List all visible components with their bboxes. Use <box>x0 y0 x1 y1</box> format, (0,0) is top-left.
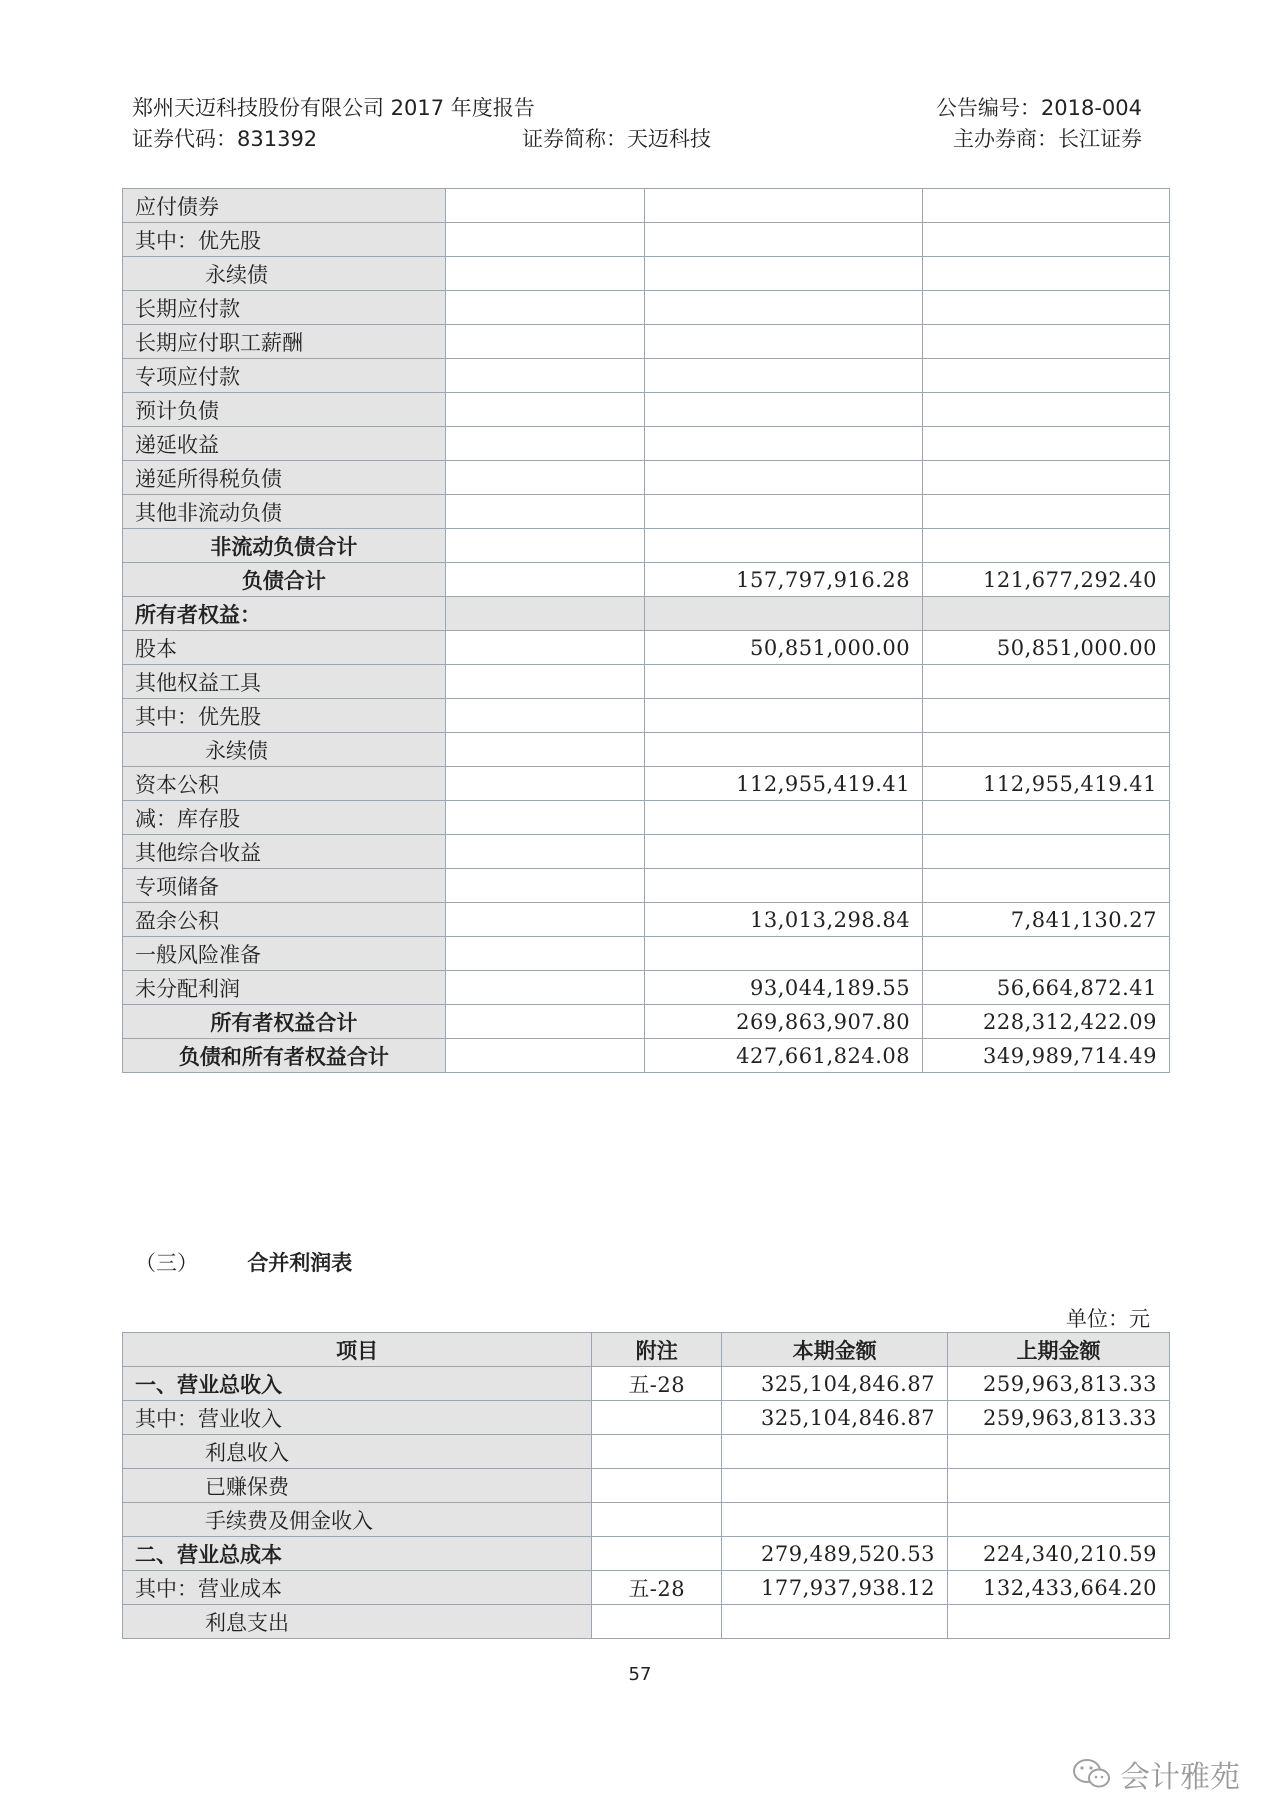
page-number: 57 <box>628 1664 652 1685</box>
note-cell <box>592 1503 722 1537</box>
previous-amount <box>923 937 1170 971</box>
row-label: 永续债 <box>123 257 446 291</box>
note-cell: 五-28 <box>592 1367 722 1401</box>
balance-row <box>123 1005 1170 1039</box>
income-row <box>123 1571 1170 1605</box>
balance-row <box>123 631 1170 665</box>
row-label: 利息收入 <box>123 1435 592 1469</box>
current-amount: 50,851,000.00 <box>645 631 923 665</box>
balance-row <box>123 257 1170 291</box>
current-amount <box>722 1469 948 1503</box>
note-cell <box>445 869 645 903</box>
income-row <box>123 1469 1170 1503</box>
note-cell <box>592 1605 722 1639</box>
balance-row <box>123 733 1170 767</box>
section-heading <box>135 1247 352 1277</box>
current-amount <box>722 1503 948 1537</box>
col-previous: 上期金额 <box>948 1333 1170 1367</box>
previous-amount: 228,312,422.09 <box>923 1005 1170 1039</box>
note-cell <box>445 699 645 733</box>
income-header-row <box>123 1333 1170 1367</box>
balance-row <box>123 563 1170 597</box>
current-amount: 269,863,907.80 <box>645 1005 923 1039</box>
sponsor-broker: 主办券商：长江证券 <box>953 127 1142 151</box>
previous-amount <box>923 325 1170 359</box>
previous-amount <box>923 291 1170 325</box>
note-cell <box>445 1039 645 1073</box>
security-short-name: 证券简称：天迈科技 <box>522 127 711 151</box>
security-code: 证券代码：831392 <box>132 127 318 151</box>
report-title: 郑州天迈科技股份有限公司 2017 年度报告 <box>132 96 535 120</box>
previous-amount <box>923 529 1170 563</box>
note-cell <box>445 597 645 631</box>
previous-amount: 50,851,000.00 <box>923 631 1170 665</box>
row-label: 其中：营业收入 <box>123 1401 592 1435</box>
note-cell <box>592 1537 722 1571</box>
current-amount: 325,104,846.87 <box>722 1367 948 1401</box>
note-cell <box>592 1435 722 1469</box>
current-amount <box>645 869 923 903</box>
watermark-text: 会计雅苑 <box>1120 1760 1240 1795</box>
row-label: 专项应付款 <box>123 359 446 393</box>
watermark <box>1072 1752 1240 1796</box>
note-cell <box>445 563 645 597</box>
previous-amount <box>948 1605 1170 1639</box>
row-label: 其中：优先股 <box>123 699 446 733</box>
previous-amount <box>923 597 1170 631</box>
balance-row <box>123 801 1170 835</box>
current-amount <box>645 427 923 461</box>
row-label: 递延收益 <box>123 427 446 461</box>
current-amount <box>645 835 923 869</box>
note-cell <box>592 1401 722 1435</box>
col-current: 本期金额 <box>722 1333 948 1367</box>
current-amount <box>645 597 923 631</box>
note-cell <box>445 393 645 427</box>
note-cell <box>445 359 645 393</box>
wechat-icon <box>1072 1757 1112 1791</box>
current-amount <box>645 291 923 325</box>
income-row <box>123 1435 1170 1469</box>
previous-amount <box>923 495 1170 529</box>
previous-amount <box>923 393 1170 427</box>
note-cell: 五-28 <box>592 1571 722 1605</box>
previous-amount <box>923 189 1170 223</box>
note-cell <box>445 495 645 529</box>
note-cell <box>445 189 645 223</box>
row-label: 已赚保费 <box>123 1469 592 1503</box>
balance-row <box>123 223 1170 257</box>
unit-label: 单位：元 <box>1066 1307 1150 1331</box>
note-cell <box>445 325 645 359</box>
col-item: 项目 <box>123 1333 592 1367</box>
income-statement-table <box>122 1332 1170 1639</box>
current-amount: 13,013,298.84 <box>645 903 923 937</box>
previous-amount <box>948 1503 1170 1537</box>
current-amount <box>645 699 923 733</box>
row-label: 二、营业总成本 <box>123 1537 592 1571</box>
balance-row <box>123 665 1170 699</box>
previous-amount: 224,340,210.59 <box>948 1537 1170 1571</box>
row-label: 负债合计 <box>123 563 446 597</box>
note-cell <box>445 257 645 291</box>
row-label: 递延所得税负债 <box>123 461 446 495</box>
row-label: 未分配利润 <box>123 971 446 1005</box>
current-amount: 157,797,916.28 <box>645 563 923 597</box>
previous-amount <box>923 359 1170 393</box>
note-cell <box>445 291 645 325</box>
balance-row <box>123 767 1170 801</box>
income-row <box>123 1605 1170 1639</box>
income-row <box>123 1367 1170 1401</box>
previous-amount: 132,433,664.20 <box>948 1571 1170 1605</box>
balance-row <box>123 189 1170 223</box>
current-amount: 93,044,189.55 <box>645 971 923 1005</box>
previous-amount: 56,664,872.41 <box>923 971 1170 1005</box>
current-amount <box>645 495 923 529</box>
income-row <box>123 1503 1170 1537</box>
current-amount <box>645 393 923 427</box>
row-label: 所有者权益合计 <box>123 1005 446 1039</box>
previous-amount <box>923 223 1170 257</box>
row-label: 永续债 <box>123 733 446 767</box>
row-label: 手续费及佣金收入 <box>123 1503 592 1537</box>
balance-row <box>123 325 1170 359</box>
row-label: 负债和所有者权益合计 <box>123 1039 446 1073</box>
balance-row <box>123 699 1170 733</box>
previous-amount <box>923 699 1170 733</box>
note-cell <box>445 529 645 563</box>
note-cell <box>445 631 645 665</box>
note-cell <box>445 801 645 835</box>
section-title: 合并利润表 <box>247 1251 353 1275</box>
previous-amount: 259,963,813.33 <box>948 1401 1170 1435</box>
balance-row <box>123 971 1170 1005</box>
col-note: 附注 <box>592 1333 722 1367</box>
note-cell <box>445 903 645 937</box>
row-label: 非流动负债合计 <box>123 529 446 563</box>
row-label: 利息支出 <box>123 1605 592 1639</box>
previous-amount <box>923 801 1170 835</box>
current-amount: 325,104,846.87 <box>722 1401 948 1435</box>
current-amount: 279,489,520.53 <box>722 1537 948 1571</box>
note-cell <box>445 835 645 869</box>
previous-amount <box>923 461 1170 495</box>
current-amount <box>645 223 923 257</box>
row-label: 股本 <box>123 631 446 665</box>
income-row <box>123 1401 1170 1435</box>
balance-row <box>123 903 1170 937</box>
previous-amount: 112,955,419.41 <box>923 767 1170 801</box>
row-label: 一、营业总收入 <box>123 1367 592 1401</box>
current-amount <box>645 665 923 699</box>
row-label: 长期应付职工薪酬 <box>123 325 446 359</box>
previous-amount <box>948 1469 1170 1503</box>
row-label: 其中：优先股 <box>123 223 446 257</box>
previous-amount <box>948 1435 1170 1469</box>
row-label: 一般风险准备 <box>123 937 446 971</box>
section-number: （三） <box>135 1251 198 1275</box>
previous-amount: 121,677,292.40 <box>923 563 1170 597</box>
note-cell <box>445 665 645 699</box>
note-cell <box>445 971 645 1005</box>
balance-row <box>123 427 1170 461</box>
note-cell <box>445 223 645 257</box>
balance-row <box>123 461 1170 495</box>
row-label: 所有者权益： <box>123 597 446 631</box>
row-label: 其中：营业成本 <box>123 1571 592 1605</box>
balance-sheet-table <box>122 188 1170 1073</box>
balance-row <box>123 529 1170 563</box>
previous-amount <box>923 835 1170 869</box>
notice-number: 公告编号：2018-004 <box>935 96 1142 120</box>
current-amount: 177,937,938.12 <box>722 1571 948 1605</box>
balance-row <box>123 937 1170 971</box>
current-amount: 427,661,824.08 <box>645 1039 923 1073</box>
balance-row <box>123 495 1170 529</box>
row-label: 减：库存股 <box>123 801 446 835</box>
row-label: 应付债券 <box>123 189 446 223</box>
note-cell <box>445 427 645 461</box>
note-cell <box>445 767 645 801</box>
note-cell <box>445 733 645 767</box>
row-label: 预计负债 <box>123 393 446 427</box>
current-amount <box>645 937 923 971</box>
previous-amount <box>923 733 1170 767</box>
note-cell <box>445 1005 645 1039</box>
row-label: 资本公积 <box>123 767 446 801</box>
current-amount <box>645 529 923 563</box>
balance-row <box>123 393 1170 427</box>
balance-row <box>123 291 1170 325</box>
current-amount <box>722 1605 948 1639</box>
previous-amount <box>923 427 1170 461</box>
previous-amount <box>923 665 1170 699</box>
previous-amount <box>923 869 1170 903</box>
row-label: 专项储备 <box>123 869 446 903</box>
row-label: 盈余公积 <box>123 903 446 937</box>
previous-amount: 349,989,714.49 <box>923 1039 1170 1073</box>
balance-row <box>123 869 1170 903</box>
row-label: 其他非流动负债 <box>123 495 446 529</box>
balance-row <box>123 835 1170 869</box>
current-amount <box>645 189 923 223</box>
note-cell <box>592 1469 722 1503</box>
row-label: 其他权益工具 <box>123 665 446 699</box>
current-amount <box>645 461 923 495</box>
balance-row <box>123 1039 1170 1073</box>
current-amount <box>645 733 923 767</box>
note-cell <box>445 461 645 495</box>
previous-amount: 7,841,130.27 <box>923 903 1170 937</box>
previous-amount <box>923 257 1170 291</box>
current-amount <box>645 801 923 835</box>
balance-row <box>123 597 1170 631</box>
current-amount: 112,955,419.41 <box>645 767 923 801</box>
row-label: 长期应付款 <box>123 291 446 325</box>
previous-amount: 259,963,813.33 <box>948 1367 1170 1401</box>
income-row <box>123 1537 1170 1571</box>
balance-row <box>123 359 1170 393</box>
note-cell <box>445 937 645 971</box>
current-amount <box>645 257 923 291</box>
row-label: 其他综合收益 <box>123 835 446 869</box>
current-amount <box>722 1435 948 1469</box>
current-amount <box>645 325 923 359</box>
current-amount <box>645 359 923 393</box>
